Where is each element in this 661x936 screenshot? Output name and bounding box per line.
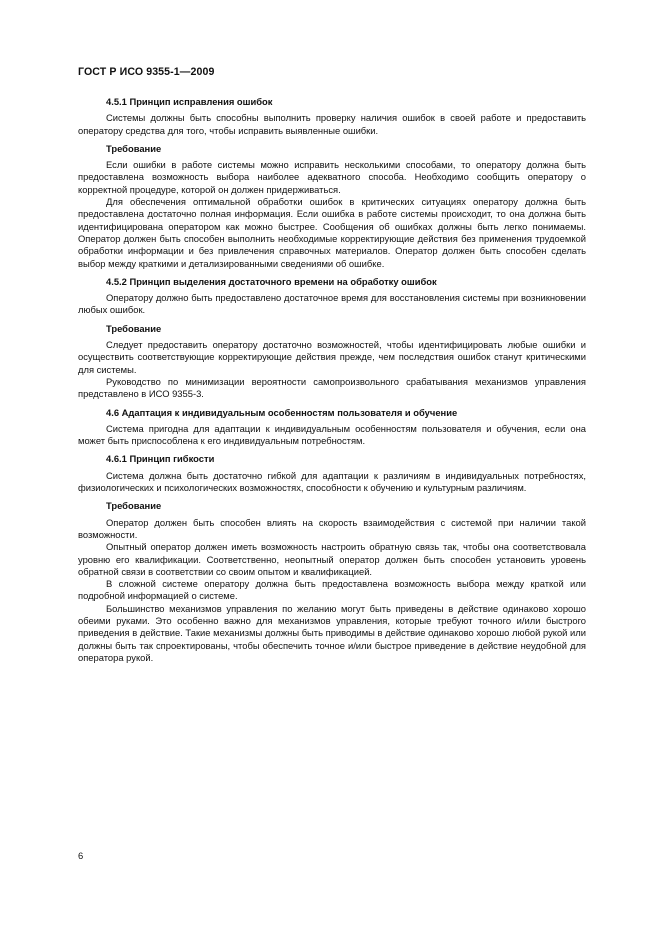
- section-heading-4-6-1: 4.6.1 Принцип гибкости: [106, 453, 215, 465]
- paragraph: Система должна быть достаточно гибкой для адаптации к различиям в индивидуальных потребностях, физиологических и психологических возможностях, способности к обучению и культурным различиям.: [78, 469, 586, 494]
- paragraph: Оператору должно быть предоставлено достаточное время для восстановления системы при возникновении любых ошибок.: [78, 292, 586, 316]
- page-number: 6: [78, 850, 84, 861]
- paragraph: Если ошибки в работе системы можно исправить несколькими способами, то оператору должна быть предоставлена возможность выбора наиболее адекватного способа. Необходимо сообщить оператору о корректной процедуре, которой он должен придерживаться.: [78, 159, 586, 195]
- paragraph: Опытный оператор должен иметь возможность настроить обратную связь так, чтобы она соответствовала уровню его квалификации. Соответственно, неопытный оператор должен быть способен установить уровень обратной связи в соответствии со своим опытом и квалификацией.: [78, 541, 586, 577]
- paragraph: Для обеспечения оптимальной обработки ошибок в критических ситуациях оператору должна быть предоставлена достаточно полная информация. Если ошибка в работе системы происходит, то она должна быть идентифицирована оператором как можно быстрее. Сообщения об ошибках должны быть легко понимаемы. Оператор должен быть способен выполнить необходимые корректирующие действия без применения трудоемкой обработки информации и без привлечения справочных материалов. Оператор должен быть способен сделать выбор между краткими и детализированными сведениями об ошибке.: [78, 196, 586, 269]
- paragraph: Следует предоставить оператору достаточно возможностей, чтобы идентифицировать любые ошибки и осуществить соответствующие корректирующие действия прежде, чем последствия ошибок станут критическими для системы.: [78, 339, 586, 375]
- paragraph: Руководство по минимизации вероятности самопроизвольного срабатывания механизмов управления представлено в ИСО 9355-3.: [78, 375, 586, 400]
- section-heading-4-5-1: 4.5.1 Принцип исправления ошибок: [106, 96, 273, 107]
- paragraph: В сложной системе оператору должна быть предоставлена возможность выбора между краткой или подробной информацией о системе.: [78, 578, 586, 602]
- section-heading-4-5-2: 4.5.2 Принцип выделения достаточного времени на обработку ошибок: [106, 275, 437, 287]
- document-body: [78, 96, 586, 664]
- document-header-title: ГОСТ Р ИСО 9355-1—2009: [78, 66, 215, 78]
- requirement-heading: Требование: [106, 500, 162, 512]
- paragraph: Оператор должен быть способен влиять на скорость взаимодействия с системой при наличии такой возможности.: [78, 516, 586, 540]
- requirement-heading: Требование: [106, 322, 162, 334]
- requirement-heading: Требование: [106, 142, 162, 154]
- paragraph: Система пригодна для адаптации к индивидуальным особенностям пользователя и обучения, если она может быть приспособлена к его индивидуальным потребностям.: [78, 422, 586, 447]
- paragraph: Системы должны быть способны выполнить проверку наличия ошибок в своей работе и предоставить оператору средства для того, чтобы исправить выявленные ошибки.: [78, 112, 586, 136]
- paragraph: Большинство механизмов управления по желанию могут быть приведены в действие одинаково хорошо обеими руками. Это особенно важно для механизмов управления, которые требуют точного и/или быстрого приведения в действие. Такие механизмы должны быть приводимы в действие одинаково хорошо любой рукой или должны быть так спроектированы, чтобы обеспечить точное и/или быстрое приведение в действие неудобной для оператора рукой.: [78, 602, 586, 663]
- section-heading-4-6: 4.6 Адаптация к индивидуальным особенностям пользователя и обучение: [106, 406, 458, 418]
